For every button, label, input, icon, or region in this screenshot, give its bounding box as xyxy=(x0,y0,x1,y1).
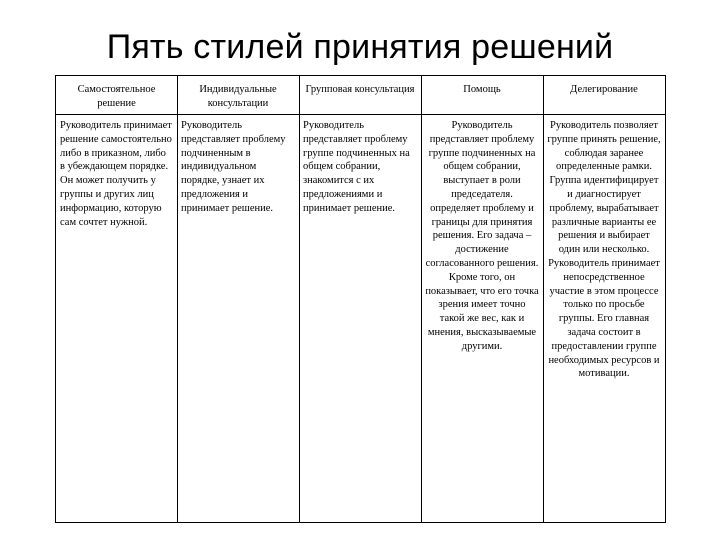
cell-delegation: Руководитель позволяет группе принять решение, соблюдая заранее определенные рамки. Группа идентифицирует и диагностирует проблему, вырабатывает различные варианты ее решения и выбирает один или несколько. Руководитель принимает непосредственное участие в этом процессе только по просьбе группы. Его главная задача состоит в предоставлении группе необходимых ресурсов и мотивации. xyxy=(547,120,661,380)
decision-styles-table xyxy=(55,75,666,523)
header-delegation: Делегирование xyxy=(570,84,638,95)
cell-help: Руководитель представляет проблему группе подчиненных на общем собрании, выступает в роли председателя. определяет проблему и границы для принятия решения. Его задача – достижение согласованного решения. Кроме того, он показывает, что его точка зрения имеет точно такой же вес, как и мнения, высказываемые другими. xyxy=(425,120,539,352)
header-self-decision: Самостоятельное решение xyxy=(77,84,156,109)
header-help: Помощь xyxy=(463,84,501,95)
cell-individual-consultations: Руководитель представляет проблему подчиненным в индивидуальном порядке, узнает их предложения и принимает решение. xyxy=(181,120,286,214)
slide-title: Пять стилей принятия решений xyxy=(106,28,614,66)
header-group-consultation: Групповая консультация xyxy=(305,84,415,95)
cell-self-decision: Руководитель принимает решение самостоятельно либо в приказном, либо в убеждающем порядке. Он может получить у группы и других лиц информацию, которую сам сочтет нужной. xyxy=(60,120,172,228)
header-individual-consultations: Индивидуальные консультации xyxy=(199,84,277,109)
cell-group-consultation: Руководитель представляет проблему группе подчиненных на общем собрании, знакомится с их предложениями и принимает решение. xyxy=(303,120,410,214)
